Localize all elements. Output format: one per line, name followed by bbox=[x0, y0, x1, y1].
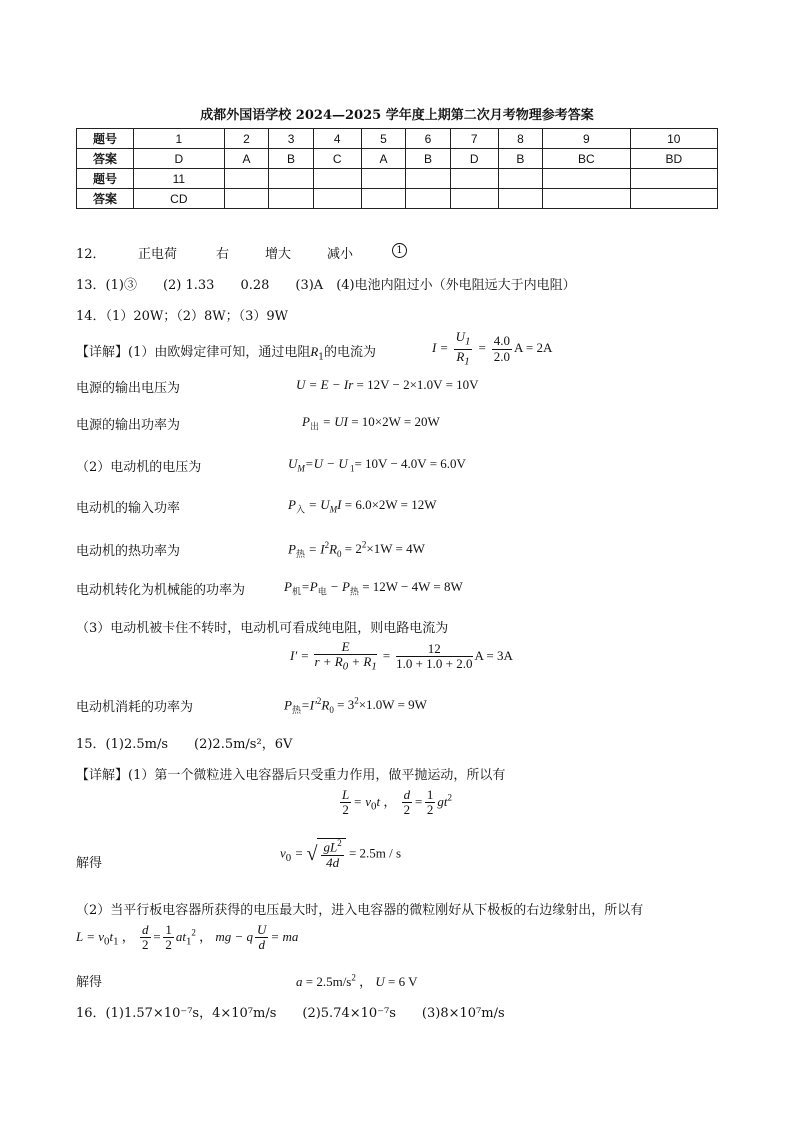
table-row bbox=[77, 149, 718, 169]
q15-detail-line3: （2）当平行板电容器所获得的电压最大时，进入电容器的微粒刚好从下极板的右边缘射出，所以有 bbox=[76, 903, 644, 918]
table-cell: B bbox=[406, 149, 451, 169]
table-cell bbox=[543, 169, 630, 189]
q14-detail-line8: （3）电动机被卡住不转时，电动机可看成纯电阻，则电路电流为 bbox=[76, 621, 449, 636]
table-cell: D bbox=[450, 149, 498, 169]
table-cell bbox=[498, 169, 543, 189]
table-cell bbox=[450, 169, 498, 189]
q12-answer-3: 增大 bbox=[265, 247, 292, 262]
table-cell: 8 bbox=[498, 129, 543, 149]
table-row bbox=[77, 169, 718, 189]
header-cell: 答案 bbox=[77, 149, 134, 169]
q14-detail-line2: 电源的输出电压为 bbox=[76, 381, 181, 396]
formula-projectile: $\frac{L}{2}$ = $v_0t$ ， $\frac{d}{2}$ = $\frac{1}{2}$ $gt^2$ bbox=[342, 787, 452, 818]
table-cell: 10 bbox=[630, 129, 717, 149]
table-cell bbox=[630, 169, 717, 189]
table-cell bbox=[498, 189, 543, 209]
formula-acceleration: $a = 2.5m/s^2$ ， U = 6 V bbox=[296, 972, 418, 989]
formula-mechanical-power: $P_机=P_电 - P_热 = 12W - 4W = 8W$ bbox=[284, 579, 463, 597]
q14-detail-line3: 电源的输出功率为 bbox=[76, 418, 181, 433]
q15-answer: 15．(1)2.5m/s (2)2.5m/s²，6V bbox=[76, 737, 293, 752]
table-cell bbox=[313, 189, 361, 209]
q15-detail-line1: 【详解】(1）第一个微粒进入电容器后只受重力作用，做平抛运动，所以有 bbox=[76, 768, 506, 783]
answer-table bbox=[76, 128, 718, 209]
q12-number: 12． bbox=[76, 247, 106, 262]
header-cell: 题号 bbox=[77, 169, 134, 189]
q14-detail-line1: 【详解】(1）由欧姆定律可知，通过电阻$R_1$的电流为 bbox=[76, 344, 377, 363]
table-cell bbox=[361, 169, 406, 189]
formula-current: I = $\frac{U_1}{R_1}$ = $\frac{4.0}{2.0}$ A = 2A bbox=[432, 329, 553, 368]
table-cell: A bbox=[361, 149, 406, 169]
header-cell: 答案 bbox=[77, 189, 134, 209]
formula-output-power: $P_出$ = UI = 10×2W = 20W bbox=[302, 414, 440, 432]
table-cell: B bbox=[498, 149, 543, 169]
formula-max-voltage: $L = v_0t_1$ ， $\frac{d}{2}$ = $\frac{1}{2}$ $at_1^2$ ， mg − q $\frac{U}{d}$ = ma bbox=[76, 922, 299, 953]
table-cell: 7 bbox=[450, 129, 498, 149]
formula-motor-voltage: $U_M=U - U$ $_1$= 10V − 4.0V = 6.0V bbox=[288, 456, 466, 474]
table-cell bbox=[543, 189, 630, 209]
table-cell: 4 bbox=[313, 129, 361, 149]
table-row bbox=[77, 189, 718, 209]
table-cell bbox=[406, 189, 451, 209]
table-cell: 5 bbox=[361, 129, 406, 149]
table-cell: 2 bbox=[224, 129, 269, 149]
q14-detail-line4: （2）电动机的电压为 bbox=[76, 460, 202, 475]
table-cell bbox=[269, 169, 314, 189]
formula-stall-current: I′ = $\frac{E}{r + R_0 + R_1}$ = $\frac{12}{1.0 + 1.0 + 2.0}$ A = 3A bbox=[290, 639, 513, 673]
formula-initial-velocity: $v_0$ = √ $\frac{gL^2}{4d}$ = 2.5m / s bbox=[280, 838, 402, 870]
table-cell bbox=[450, 189, 498, 209]
formula-output-voltage: U = E − Ir = 12V − 2×1.0V = 10V bbox=[296, 377, 479, 392]
table-cell bbox=[361, 189, 406, 209]
table-cell bbox=[406, 169, 451, 189]
table-cell: 3 bbox=[269, 129, 314, 149]
table-cell bbox=[224, 189, 269, 209]
header-cell: 题号 bbox=[77, 129, 134, 149]
q12-answer-1: 正电荷 bbox=[138, 247, 178, 262]
q16-answer: 16．(1)1.57×10⁻⁷s，4×10⁷m/s (2)5.74×10⁻⁷s (3)8×10⁷m/s bbox=[76, 1006, 505, 1021]
table-cell: BD bbox=[630, 149, 717, 169]
formula-input-power: $P_入 = U_MI = 6.0\times 2W = 12W$ bbox=[288, 497, 437, 515]
circled-number: 1 bbox=[392, 243, 407, 258]
table-cell: 9 bbox=[543, 129, 630, 149]
table-cell: C bbox=[313, 149, 361, 169]
table-cell: 1 bbox=[134, 129, 225, 149]
q15-detail-line4: 解得 bbox=[76, 975, 103, 990]
q15-detail-line2: 解得 bbox=[76, 856, 103, 871]
table-row bbox=[77, 129, 718, 149]
q12-answer-5 bbox=[392, 242, 407, 258]
table-cell bbox=[630, 189, 717, 209]
table-cell: A bbox=[224, 149, 269, 169]
table-cell: 6 bbox=[406, 129, 451, 149]
q12-answer-2: 右 bbox=[216, 247, 230, 262]
table-cell bbox=[224, 169, 269, 189]
table-cell: B bbox=[269, 149, 314, 169]
table-cell: BC bbox=[543, 149, 630, 169]
formula-heat-power: $P_热 = I^2R_0 = 2^2\times 1W = 4W$ bbox=[288, 540, 425, 559]
table-cell: CD bbox=[134, 189, 225, 209]
q14-detail-line7: 电动机转化为机械能的功率为 bbox=[76, 583, 246, 598]
q14-detail-line6: 电动机的热功率为 bbox=[76, 544, 181, 559]
q12-answer-4: 减小 bbox=[327, 247, 354, 262]
page-title: 成都外国语学校 2024—2025 学年度上期第二次月考物理参考答案 bbox=[200, 108, 594, 123]
q14-detail-text: 【详解】(1）由欧姆定律可知，通过电阻 bbox=[76, 345, 311, 360]
q13-answer: 13．(1)③ (2) 1.33 0.28 (3)A (4)电池内阻过小（外电阻远大于内电阻） bbox=[76, 278, 576, 293]
q14-detail-line5: 电动机的输入功率 bbox=[76, 501, 181, 516]
table-cell bbox=[313, 169, 361, 189]
q14-answer: 14．（1）20W；（2）8W；（3）9W bbox=[76, 309, 289, 324]
formula-stall-power: $P_热=I'^2R_0 = 3^2\times 1.0W = 9W$ bbox=[284, 696, 427, 715]
table-cell: 11 bbox=[134, 169, 225, 189]
table-cell bbox=[269, 189, 314, 209]
table-cell: D bbox=[134, 149, 225, 169]
q14-detail-text: 的电流为 bbox=[324, 345, 377, 360]
q14-detail-line9: 电动机消耗的功率为 bbox=[76, 700, 194, 715]
